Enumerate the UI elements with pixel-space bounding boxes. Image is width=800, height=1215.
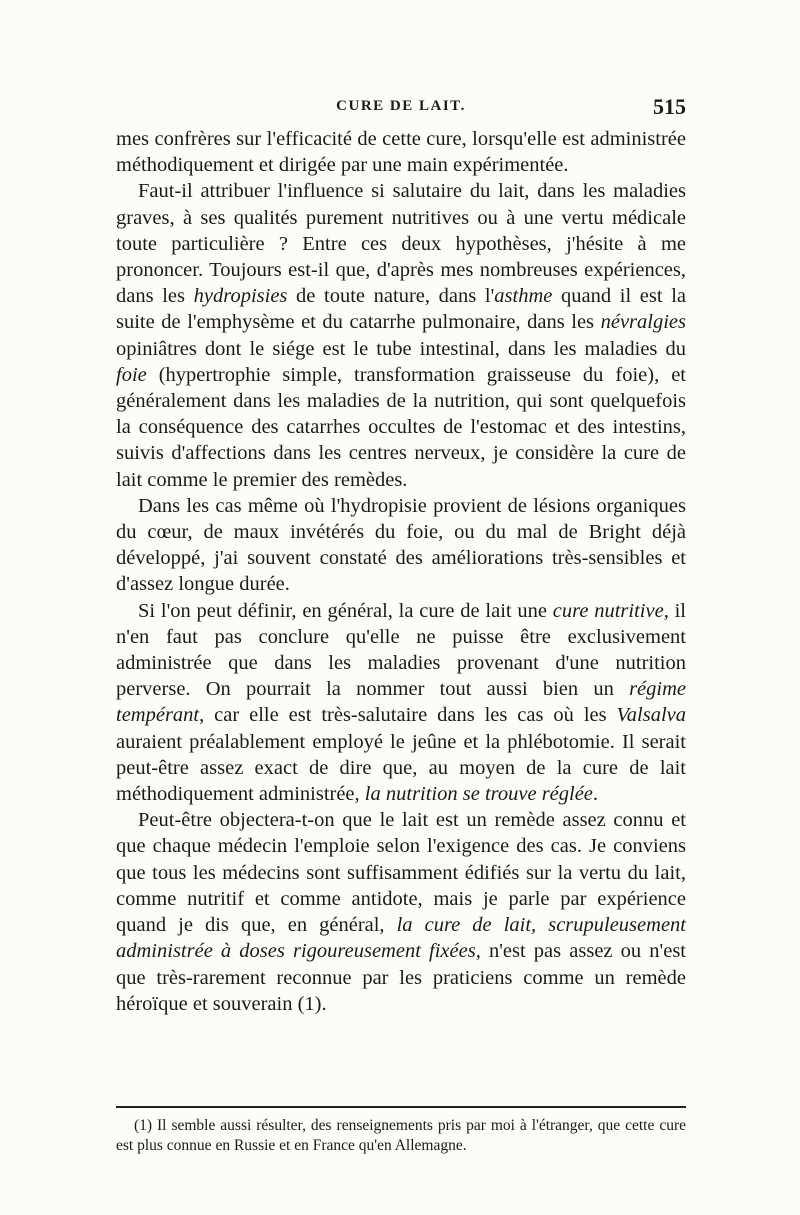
text-run: , il n'en faut pas conclure qu'elle ne puisse être exclusivement administrée que dans les maladies provenant d'une nutrition perverse. On pourrait la nommer tout aussi bien un	[116, 599, 686, 701]
paragraph	[116, 598, 686, 808]
page-number: 515	[653, 94, 686, 119]
text-run: mes confrères sur l'efficacité de cette cure, lorsqu'elle est administrée méthodiquement et dirigée par une main expérimentée.	[116, 128, 686, 177]
text-run: , car elle est très-salutaire dans les cas où les	[199, 704, 617, 727]
text-run: Si l'on peut définir, en général, la cure de lait une	[138, 599, 553, 622]
paragraph	[116, 807, 686, 1017]
body-text	[116, 126, 686, 1017]
italic-term: foie	[116, 363, 147, 386]
italic-term: Valsalva	[616, 704, 686, 727]
text-run: Peut-être objectera-t-on que le lait est un remède assez connu et que chaque médecin l'emploie selon l'exigence des cas. Je conviens que tous les médecins sont suffisamment édifiés sur la vertu du lait, comme nutritif et comme antidote, mais je parle par expérience quand je dis que, en général,	[116, 809, 686, 937]
paragraph	[116, 178, 686, 492]
italic-term: asthme	[494, 285, 553, 308]
italic-term: régime tempérant	[116, 678, 686, 727]
text-run: opiniâtres dont le siége est le tube intestinal, dans les maladies du	[116, 337, 686, 360]
text-run: quand il est la suite de l'emphysème et du catarrhe pulmonaire, dans les	[116, 285, 686, 334]
text-run: auraient préalablement employé le jeûne et la phlébotomie. Il serait peut-être assez exact de dire que, au moyen de la cure de lait méthodiquement administrée,	[116, 730, 686, 806]
paragraph	[116, 493, 686, 598]
text-run: Dans les cas même où l'hydropisie provient de lésions organiques du cœur, de maux invétérés du foie, ou du mal de Bright déjà développé, j'ai souvent constaté des améliorations très-sensibles et d'assez longue durée.	[116, 494, 686, 596]
italic-term: la cure de lait, scrupuleusement administrée à doses rigoureusement fixées	[116, 914, 686, 963]
italic-term: la nutrition se trouve réglée	[364, 783, 593, 806]
text-run: Faut-il attribuer l'influence si salutaire du lait, dans les maladies graves, à ses qualités purement nutritives ou à une vertu médicale toute particulière ? Entre ces deux hypothèses, j'hésite à me prononcer. Toujours est-il que, d'après mes nombreuses expériences, dans les	[116, 180, 686, 308]
footnote: (1) Il semble aussi résulter, des renseignements pris par moi à l'étranger, que cette cure est plus connue en Russie et en France qu'en Allemagne.	[116, 1117, 686, 1154]
italic-term: cure nutritive	[552, 599, 664, 622]
text-run: .	[592, 783, 599, 806]
running-title: CURE DE LAIT.	[336, 98, 466, 114]
text-run: (hypertrophie simple, transformation graisseuse du foie), et généralement dans les maladies de la nutrition, qui sont quelquefois la conséquence des catarrhes occultes de l'estomac et des intestins, suivis d'affections dans les centres nerveux, je considère la cure de lait comme le premier des remèdes.	[116, 363, 686, 491]
footnote-rule	[116, 1106, 686, 1108]
text-run: , n'est pas assez ou n'est que très-rarement reconnue par les praticiens comme un remède héroïque et souverain (1).	[116, 940, 686, 1015]
text-run: de toute nature, dans l'	[287, 285, 495, 308]
italic-term: névralgies	[600, 311, 686, 334]
italic-term: hydropisies	[193, 285, 288, 308]
paragraph	[116, 126, 686, 178]
page-header	[116, 96, 686, 126]
